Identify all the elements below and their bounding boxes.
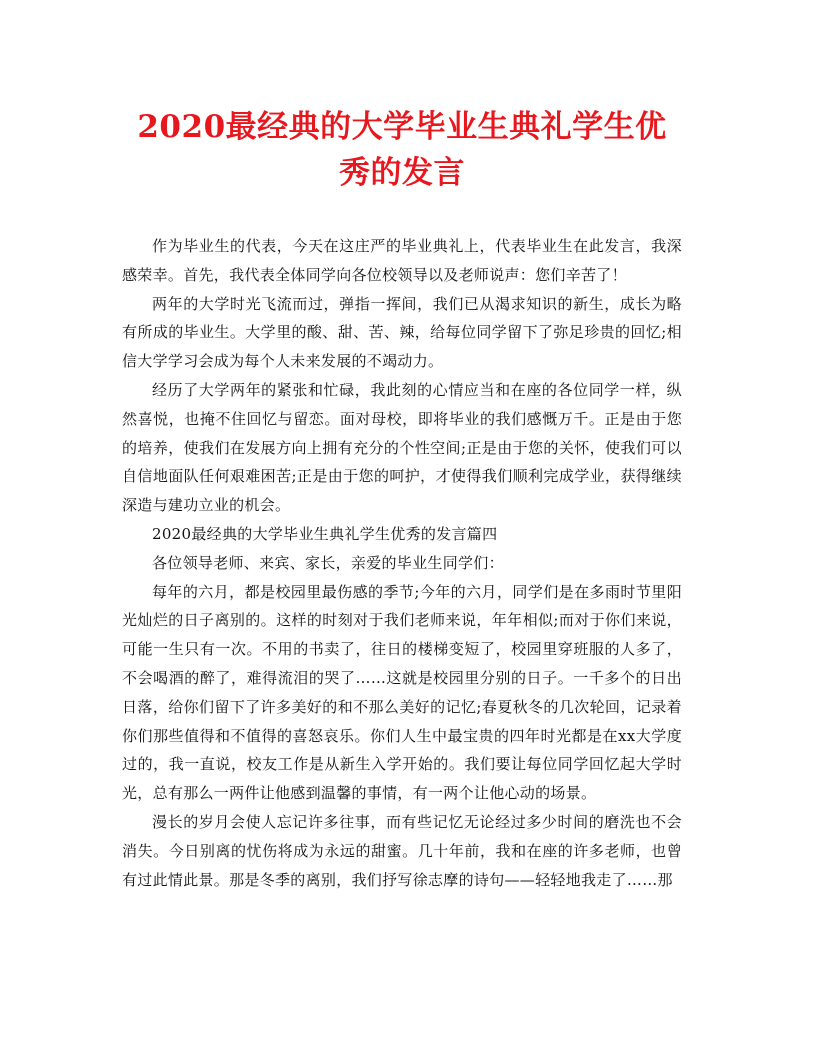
paragraph: 两年的大学时光飞流而过，弹指一挥间，我们已从渴求知识的新生，成长为略有所成的毕业生。大学里的酸、甜、苦、辣，给每位同学留下了弥足珍贵的回忆;相信大学学习会成为每个人未来发展的不竭动力。 (122, 294, 682, 371)
salutation: 各位领导老师、来宾、家长，亲爱的毕业生同学们： (152, 553, 504, 572)
paragraph: 漫长的岁月会使人忘记许多往事，而有些记忆无论经过多少时间的磨洗也不会消失。今日别离的忧伤将成为永远的甜蜜。几十年前，我和在座的许多老师，也曾有过此情此景。那是冬季的离别，我们抒写徐志摩的诗句——轻轻地我走了……那 (122, 812, 682, 889)
paragraph: 每年的六月，都是校园里最伤感的季节;今年的六月，同学们是在多雨时节里阳光灿烂的日子离别的。这样的时刻对于我们老师来说，年年相似;而对于你们来说，可能一生只有一次。不用的书卖了，往日的楼梯变短了，校园里穿班服的人多了，不会喝酒的醉了，难得流泪的哭了……这就是校园里分别的日子。一千多个的日出日落，给你们留下了许多美好的和不那么美好的记忆;春夏秋冬的几次轮回，记录着你们那些值得和不值得的喜怒哀乐。你们人生中最宝贵的四年时光都是在xx大学度过的，我一直说，校友工作是从新生入学开始的。我们要让每位同学回忆起大学时光，总有那么一两件让他感到温馨的事情，有一两个让他心动的场景。 (122, 582, 682, 803)
paragraph: 作为毕业生的代表，今天在这庄严的毕业典礼上，代表毕业生在此发言，我深感荣幸。首先，我代表全体同学向各位校领导以及老师说声：您们辛苦了！ (122, 237, 682, 284)
paragraph: 经历了大学两年的紧张和忙碌，我此刻的心情应当和在座的各位同学一样，纵然喜悦，也掩不住回忆与留恋。面对母校，即将毕业的我们感慨万千。正是由于您的培养，使我们在发展方向上拥有充分的个性空间;正是由于您的关怀，使我们可以自信地面队任何艰难困苦;正是由于您的呵护，才使得我们顺利完成学业，获得继续深造与建功立业的机会。 (122, 380, 682, 515)
document-body (122, 232, 682, 894)
document-title: 2020最经典的大学毕业生典礼学生优秀的发言 (137, 109, 667, 191)
section-heading: 2020最经典的大学毕业生典礼学生优秀的发言篇四 (152, 524, 498, 543)
